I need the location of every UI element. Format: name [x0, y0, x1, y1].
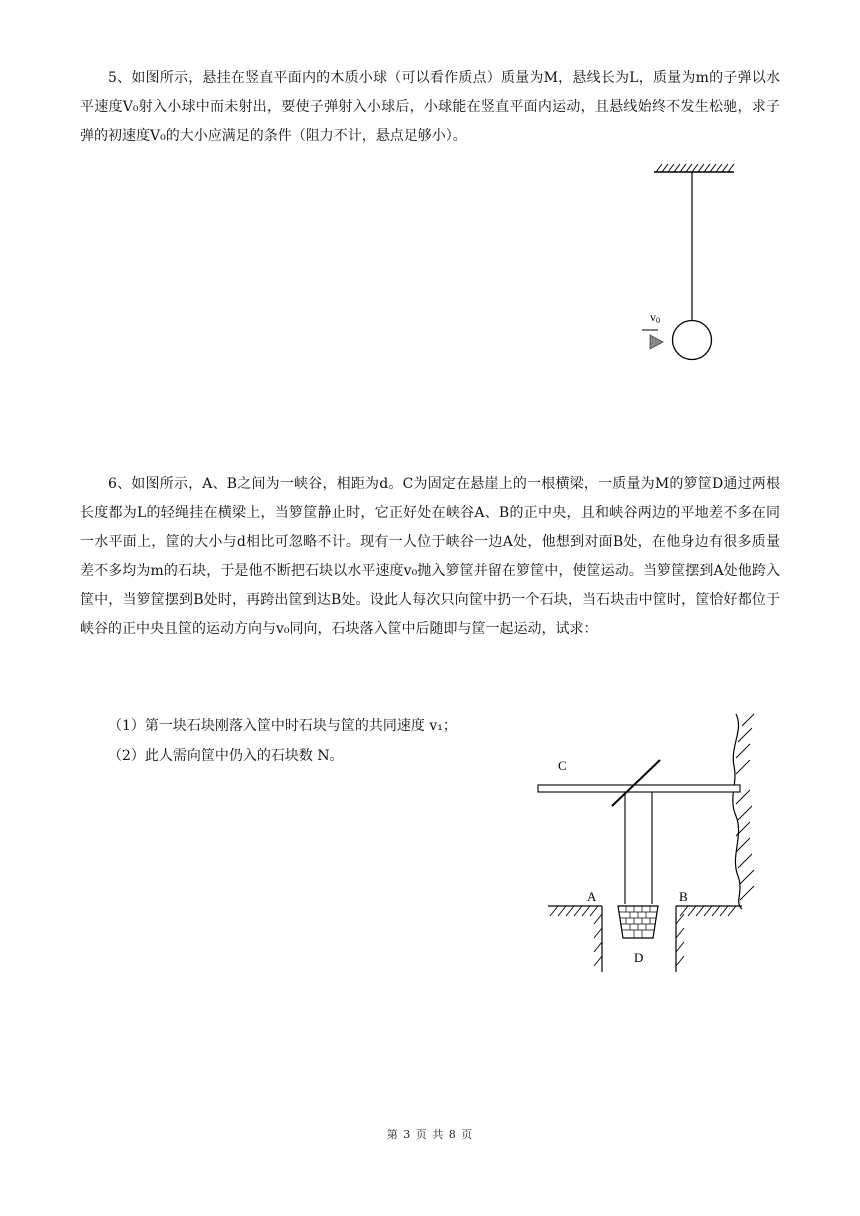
basket-d-icon — [618, 906, 658, 938]
label-a: A — [587, 889, 597, 904]
question-6-sub1: （1）第一块石块刚落入筐中时石块与筐的共同速度 v₁； — [108, 718, 457, 734]
question-6-text — [80, 470, 780, 644]
ground-a-hatch — [550, 906, 602, 966]
label-c: C — [558, 758, 567, 773]
label-b: B — [679, 889, 688, 904]
canyon-figure — [530, 706, 770, 976]
beam-c — [538, 785, 740, 792]
ceiling-hatch — [656, 164, 734, 172]
question-6-sub2: （2）此人需向筐中仍入的石块数 N。 — [108, 748, 344, 764]
question-5-text — [80, 64, 780, 151]
question-5-body: 5、如图所示，悬挂在竖直平面内的木质小球（可以看作质点）质量为M，悬线长为L，质量为m的子弹以水平速度V₀射入小球中而未射出，要使子弹射入小球后，小球能在竖直平面内运动，且悬线始终不发生松驰，求子弹的初速度V₀的大小应满足的条件（阻力不计，悬点足够小）。 — [80, 70, 780, 144]
beam-support — [612, 760, 660, 806]
question-6-body: 6、如图所示，A、B之间为一峡谷，相距为d。C为固定在悬崖上的一根横梁，一质量为M的箩筐D通过两根长度都为L的轻绳挂在横梁上，当箩筐静止时，它正好处在峡谷A、B的正中央，且和峡谷两边的平地差不多在同一水平面上，筐的大小与d相比可忽略不计。现有一人位于峡谷一边A处，他想到对面B处，在他身边有很多质量差不多均为m的石块，于是他不断把石块以水平速度v₀抛入箩筐并留在箩筐中，使筐运动。当箩筐摆到A处他跨入筐中，当箩筐摆到B处时，再跨出筐到达B处。设此人每次只向筐中扔一个石块，当石块击中筐时，筐恰好都位于峡谷的正中央且筐的运动方向与v₀同向，石块落入筐中后随即与筐一起运动，试求： — [80, 476, 780, 637]
ground-b-hatch — [676, 906, 736, 966]
bullet-icon — [650, 335, 663, 349]
pendulum-figure — [636, 160, 746, 370]
label-d: D — [634, 950, 644, 965]
cliff-hatch — [736, 714, 754, 900]
pendulum-ball — [673, 321, 712, 360]
cliff-edge — [733, 714, 742, 909]
velocity-label: v0 — [650, 310, 660, 325]
page-footer: 第 3 页 共 8 页 — [386, 1128, 474, 1141]
